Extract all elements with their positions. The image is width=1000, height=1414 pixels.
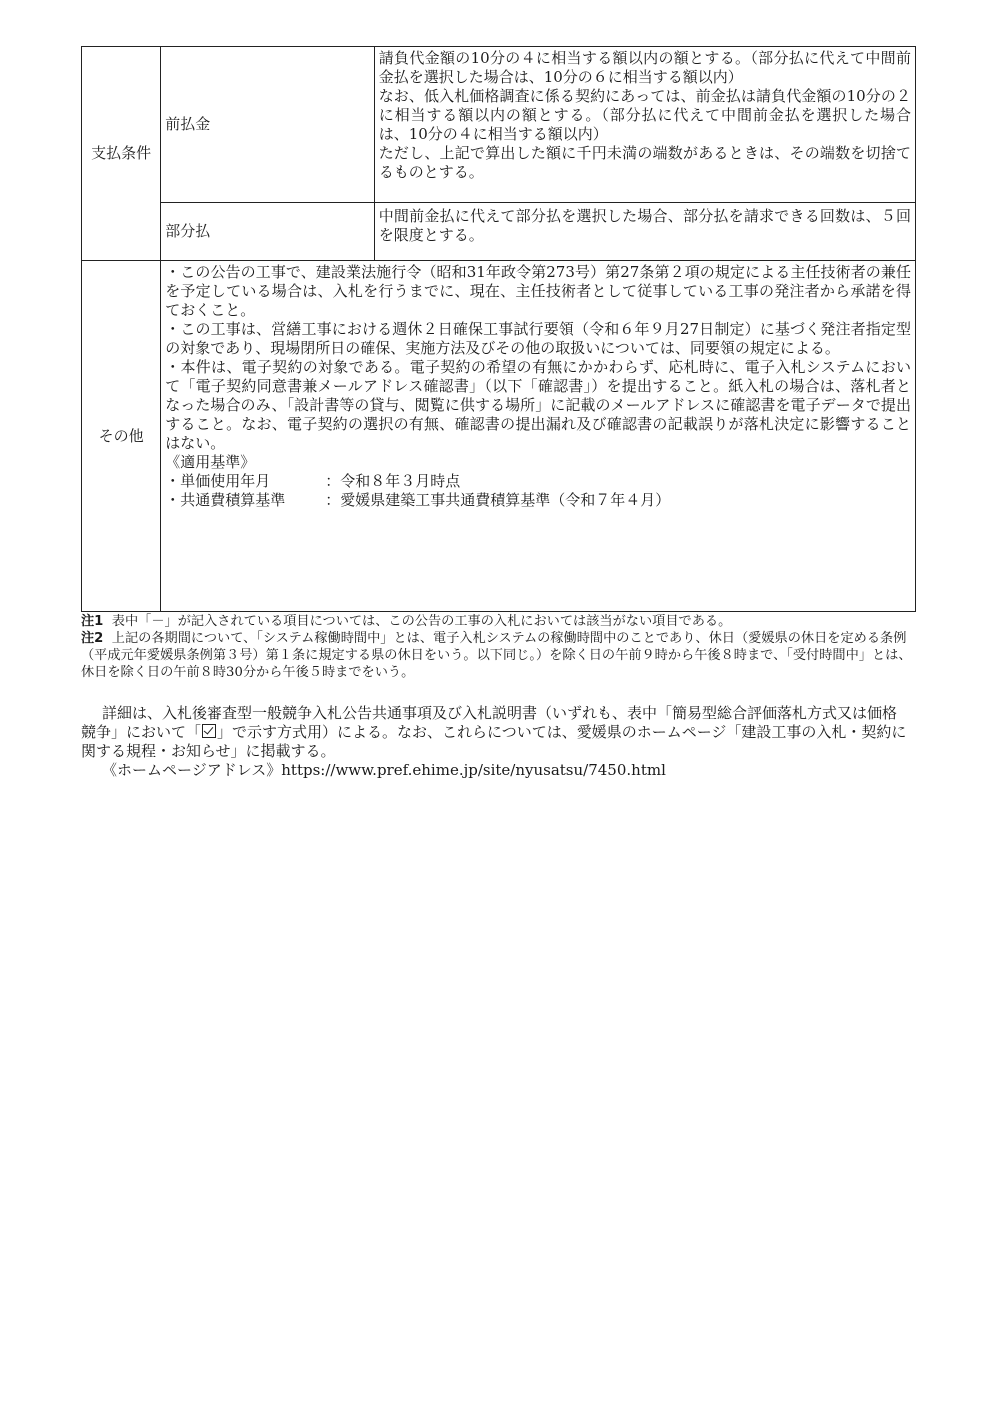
note-text: 上記の各期間について、「システム稼働時間中」とは、電子入札システムの稼働時間中のことであり、休日（愛媛県の休日を定める条例（平成元年愛媛県条例第３号）第１条に規定する県の休日をいう。以下同じ。）を除く日の午前９時から午後８時まで、「受付時間中」とは、休日を除く日の午前８時30分から午後５時までをいう。 (81, 631, 912, 680)
other-paragraph: ・この公告の工事で、建設業法施行令（昭和31年政令第273号）第27条第２項の規定による主任技術者の兼任を予定している場合は、入札を行うまでに、現在、主任技術者として従事している工事の発注者から承諾を得ておくこと。 (165, 263, 911, 319)
advance-payment-label: 前払金 (161, 47, 375, 203)
detail-paragraph (81, 704, 911, 761)
homepage-line (81, 761, 911, 780)
standard-row (165, 491, 911, 510)
conditions-table (81, 46, 916, 612)
other-label: その他 (82, 261, 161, 612)
standard-key: ・単価使用年月 (165, 472, 271, 490)
note-1 (81, 613, 921, 630)
notes-section (81, 613, 921, 681)
detail-text-after: 」で示す方式用）による。なお、これらについては、愛媛県のホームページ「建設工事の入札・契約に関する規程・お知らせ」に掲載する。 (81, 723, 907, 760)
homepage-label: 《ホームページアドレス》 (102, 761, 282, 779)
standards-heading: 《適用基準》 (165, 453, 256, 471)
note-text: 表中「－」が記入されている項目については、この公告の工事の入札においては該当がない項目である。 (111, 614, 732, 629)
checked-box-icon (202, 724, 216, 738)
note-tag: 注2 (81, 631, 104, 646)
other-paragraph: ・本件は、電子契約の対象である。電子契約の希望の有無にかかわらず、応札時に、電子入札システムにおいて「電子契約同意書兼メールアドレス確認書」（以下「確認書」）を提出すること。紙入札の場合は、落札者となった場合のみ、「設計書等の貸与、閲覧に供する場所」に記載のメールアドレスに確認書を電子データで提出すること。なお、電子契約の選択の有無、確認書の提出漏れ及び確認書の記載誤りが落札決定に影響することはない。 (165, 358, 911, 452)
other-paragraph: ・この工事は、営繕工事における週休２日確保工事試行要領（令和６年９月27日制定）に基づく発注者指定型の対象であり、現場閉所日の確保、実施方法及びその他の取扱いについては、同要領の規定による。 (165, 320, 911, 357)
standard-row (165, 472, 911, 491)
partial-payment-text: 中間前金払に代えて部分払を選択した場合、部分払を請求できる回数は、５回を限度とする。 (374, 203, 915, 261)
other-text (161, 261, 916, 612)
standard-key: ・共通費積算基準 (165, 491, 286, 509)
homepage-url[interactable]: https://www.pref.ehime.jp/site/nyusatsu/7450.html (281, 761, 666, 779)
detail-text-before: 詳細は、入札後審査型一般競争入札公告共通事項及び入札説明書（いずれも、表中「簡易型総合評価落札方式又は価格競争」において「 (81, 704, 898, 741)
partial-payment-label: 部分払 (161, 203, 375, 261)
standard-value: ：令和８年３月時点 (325, 472, 461, 490)
advance-paragraph: ただし、上記で算出した額に千円未満の端数があるときは、その端数を切捨てるものとする。 (378, 144, 911, 181)
advance-paragraph: 請負代金額の10分の４に相当する額以内の額とする。（部分払に代えて中間前金払を選択した場合は、10分の６に相当する額以内） (378, 49, 911, 86)
advance-payment-text (374, 47, 915, 203)
payment-conditions-label: 支払条件 (82, 47, 161, 261)
note-tag: 注1 (81, 614, 104, 629)
note-2 (81, 630, 921, 681)
standard-value: ：愛媛県建築工事共通費積算基準（令和７年４月） (325, 491, 671, 509)
advance-paragraph: なお、低入札価格調査に係る契約にあっては、前金払は請負代金額の10分の２に相当する額以内の額とする。（部分払に代えて中間前金払を選択した場合は、10分の４に相当する額以内） (378, 87, 911, 143)
detail-section (81, 704, 911, 780)
